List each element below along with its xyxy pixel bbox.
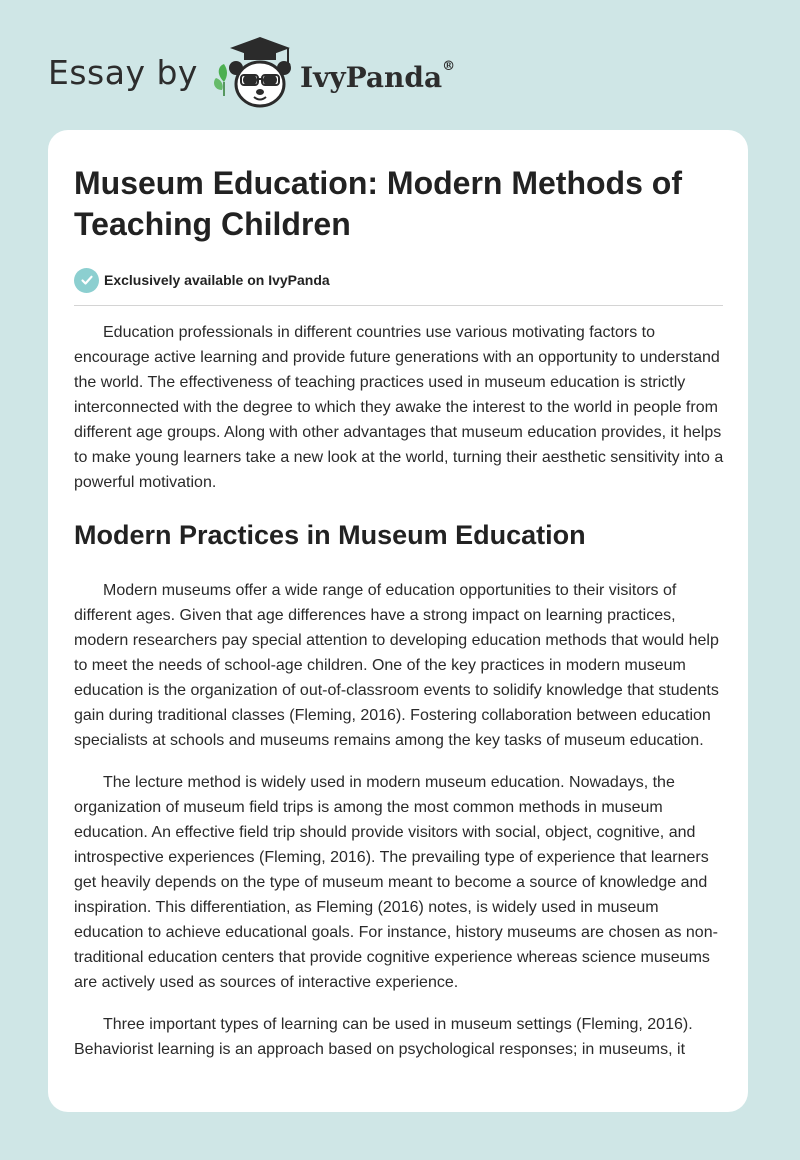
essay-title: Museum Education: Modern Methods of Teaching Children (74, 165, 682, 242)
section-heading: Modern Practices in Museum Education (74, 520, 586, 550)
title-divider (74, 305, 723, 306)
body-paragraph: The lecture method is widely used in modern museum education. Nowadays, the organization of museum field trips is among the most common methods in museum education. An effective field trip should provide visitors with social, object, cognitive, and introspective experiences (Fleming, 2016). The prevailing type of experience that learners get heavily depends on the type of museum meant to become a source of knowledge and inspiration. This differentiation, as Fleming (2016) notes, is widely used in museum education to achieve educational goals. For instance, history museums are chosen as non-traditional education centers that provide cognitive experience whereas science museums are actively used as sources of interactive experience. (74, 774, 718, 991)
site-header (48, 34, 748, 114)
essay-card (48, 130, 748, 1112)
exclusive-label: Exclusively available on IvyPanda (104, 272, 330, 288)
body-paragraph: Modern museums offer a wide range of education opportunities to their visitors of different ages. Given that age differences have a strong impact on learning practices, modern researchers pay special attention to developing education methods that would help to meet the needs of school-age children. One of the key practices in modern museum education is the organization of out-of-classroom events to solidify knowledge that students gain during traditional classes (Fleming, 2016). Fostering collaboration between education specialists at schools and museums remains among the key tasks of museum education. (74, 582, 719, 749)
panda-graduate-icon[interactable] (210, 34, 302, 114)
essay-by-label: Essay by (48, 52, 198, 92)
essay-content (74, 163, 724, 1062)
exclusive-badge (74, 267, 724, 293)
check-circle-icon (74, 268, 99, 293)
intro-paragraph: Education professionals in different countries use various motivating factors to encourage active learning and provide future generations with an opportunity to understand the world. The effectiveness of teaching practices used in museum education is strictly interconnected with the degree to which they awake the interest to the world in people from different age groups. Along with other advantages that museum education provides, it helps to make young learners take a new look at the world, turning their aesthetic sensitivity into a powerful motivation. (74, 324, 724, 491)
brand-name[interactable] (300, 61, 455, 94)
registered-mark: ® (442, 59, 456, 75)
brand-name-text: IvyPanda (299, 60, 443, 94)
body-paragraph: Three important types of learning can be used in museum settings (Fleming, 2016). Behaviorist learning is an approach based on psychological responses; in museums, it (74, 1016, 693, 1058)
leaf-icon (214, 64, 227, 96)
